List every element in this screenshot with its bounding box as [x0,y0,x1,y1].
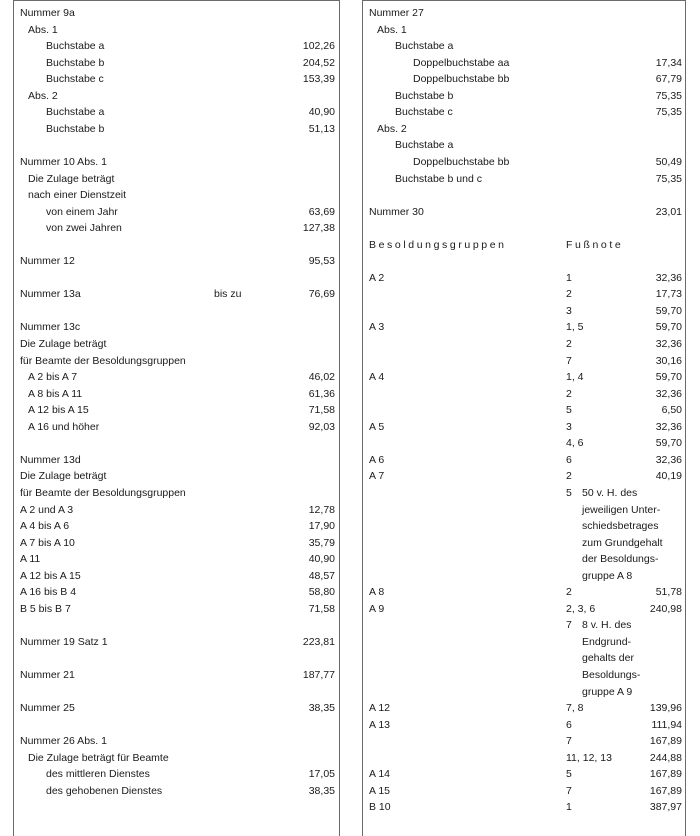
row-label: Buchstabe b [46,56,105,69]
table-row [363,38,682,54]
table-row [363,71,682,87]
table-row [363,5,682,21]
footnote-note: der Besoldungs- [582,553,659,566]
footnote-number: 6 [566,453,572,466]
row-amount: 67,79 [655,73,682,86]
table-row [14,336,335,352]
table-row [363,568,682,584]
table-row [14,667,335,683]
table-row [14,568,335,584]
table-row [14,171,335,187]
row-amount: 38,35 [308,702,335,715]
table-row [14,750,335,766]
footnote-number: 1 [566,271,572,284]
row-label: A 8 bis A 11 [28,387,83,400]
table-row [363,270,682,286]
table-row [14,783,335,799]
row-label: Buchstabe b [46,122,105,135]
table-row [363,684,682,700]
table-row [363,783,682,799]
footnote-note: Endgrund- [582,635,632,648]
table-row [363,55,682,71]
table-row [14,88,335,104]
row-amount: 35,79 [308,536,335,549]
salary-group: A 3 [369,321,385,334]
table-row [14,104,335,120]
row-amount: 95,53 [308,255,335,268]
row-amount: 127,38 [302,222,335,235]
row-label: Doppelbuchstabe bb [413,155,510,168]
table-row [363,402,682,418]
row-label: für Beamte der Besoldungsgruppen [20,486,186,499]
footnote-number: 7, 8 [566,702,584,715]
table-row [14,121,335,137]
row-label: Doppelbuchstabe bb [413,73,510,86]
salary-group: A 4 [369,371,385,384]
row-label: nach einer Dienstzeit [28,189,127,202]
footnote-number: 11, 12, 13 [566,751,612,764]
row-label: Buchstabe a [46,106,105,119]
table-row [14,386,335,402]
table-row [363,667,682,683]
table-row [14,601,335,617]
footnote-note: zum Grundgehalt [582,536,663,549]
table-row [14,733,335,749]
row-amount: 32,36 [655,338,682,350]
row-amount: 59,70 [655,437,682,450]
row-amount: 32,36 [655,271,682,284]
table-row [14,518,335,534]
row-amount: 61,36 [308,387,335,400]
table-row [363,303,682,319]
table-row [14,286,335,302]
table-row [14,700,335,716]
table-row [14,319,335,335]
row-label: Abs. 2 [377,122,407,135]
table-row [14,584,335,600]
table-row [14,502,335,518]
footnote-number: 5 [566,404,572,417]
row-amount: 23,01 [655,205,682,218]
row-label: A 12 bis A 15 [28,404,89,417]
table-row [363,435,682,451]
row-label: Abs. 2 [28,89,58,102]
row-amount: 6,50 [661,404,682,417]
table-row [363,336,682,352]
table-row [363,551,682,567]
row-label: Buchstabe a [46,40,105,53]
row-amount: 50,49 [655,155,682,168]
footnote-note: gruppe A 9 [582,685,633,698]
table-row [363,204,682,220]
row-label: A 2 und A 3 [20,503,74,516]
footnote-number: 3 [566,304,572,317]
footnote-number: 5 [566,486,572,499]
row-label: Doppelbuchstabe aa [413,56,510,69]
table-row [363,353,682,369]
row-label: Buchstabe b und c [395,172,482,185]
salary-group: A 15 [369,784,391,797]
row-label: Nummer 30 [369,205,424,218]
footnote-number: 2 [566,288,572,301]
table-row [14,220,335,236]
row-amount: 32,36 [655,453,682,466]
table-row [363,485,682,501]
footnote-number: 7 [566,735,572,748]
table-row [363,137,682,153]
table-row [14,468,335,484]
table-row [363,286,682,302]
left-column [13,0,340,836]
table-row [363,369,682,385]
table-row [363,154,682,170]
row-amount: 63,69 [308,205,335,218]
table-row [363,171,682,187]
row-label: A 16 bis B 4 [20,586,77,599]
table-row [363,750,682,766]
table-row [363,584,682,600]
row-amount: 139,96 [649,702,682,715]
row-amount: 17,05 [308,768,335,781]
footnote-number: 3 [566,420,572,433]
table-row [363,518,682,534]
footnote-number: 2 [566,338,572,350]
row-label: Abs. 1 [377,23,407,36]
footnote-note: gehalts der [582,652,634,665]
footnote-number: 7 [566,619,572,632]
footnote-number: 7 [566,354,572,367]
row-amount: 40,90 [308,106,335,119]
row-label: Buchstabe a [395,40,454,53]
row-amount: 167,89 [649,784,682,797]
row-amount: 71,58 [308,404,335,417]
row-label: Buchstabe b [395,89,454,102]
row-amount: 17,34 [655,56,682,69]
table-row [363,634,682,650]
row-label: Nummer 21 [20,669,75,681]
salary-group: B 10 [369,801,391,814]
row-label: Nummer 13c [20,321,81,334]
row-amount: 204,52 [302,56,335,69]
row-label: für Beamte der Besoldungsgruppen [20,354,186,367]
row-amount: 167,89 [649,768,682,781]
salary-group: A 5 [369,420,385,433]
row-amount: 12,78 [308,503,335,516]
table-row [363,386,682,402]
row-label: A 4 bis A 6 [20,520,70,533]
row-amount: 59,70 [655,304,682,317]
table-row [363,502,682,518]
row-amount: 167,89 [649,735,682,748]
right-column [362,0,686,836]
table-row [363,419,682,435]
salary-group: A 13 [369,718,391,731]
column-header-fussnote: Fußnote [566,238,624,251]
salary-group: A 9 [369,602,385,615]
row-amount: 244,88 [649,751,682,764]
salary-group: A 12 [369,702,391,715]
table-row [363,717,682,733]
row-label: Nummer 13d [20,453,81,466]
row-label: Nummer 10 Abs. 1 [20,155,107,168]
row-amount: 40,19 [655,470,682,483]
row-amount: 48,57 [308,569,335,582]
row-amount: 46,02 [308,371,335,384]
table-row [14,38,335,54]
footnote-note: gruppe A 8 [582,569,633,582]
row-label: B 5 bis B 7 [20,602,71,615]
row-amount: 240,98 [649,602,682,615]
salary-group: A 8 [369,586,385,599]
row-amount: 58,80 [308,586,335,599]
salary-group: A 14 [369,768,391,781]
row-amount: 102,26 [302,40,335,53]
table-row [363,452,682,468]
footnote-number: 7 [566,784,572,797]
table-row [14,22,335,38]
row-amount: 75,35 [655,172,682,185]
table-row [14,535,335,551]
row-amount: 75,35 [655,106,682,119]
table-row [14,419,335,435]
row-label: von zwei Jahren [46,222,122,235]
footnote-number: 1 [566,801,572,814]
footnote-number: 2 [566,470,572,483]
row-amount: 223,81 [302,635,335,648]
row-label: Nummer 19 Satz 1 [20,635,108,648]
row-amount: 40,90 [308,553,335,566]
table-row [14,154,335,170]
row-amount: 17,90 [308,520,335,533]
row-label: A 11 [20,553,41,566]
table-row [363,733,682,749]
row-amount: 92,03 [308,420,335,433]
footnote-number: 1, 4 [566,371,584,384]
row-amount: 32,36 [655,420,682,433]
table-row [14,766,335,782]
row-label: Nummer 25 [20,702,75,715]
row-label: A 12 bis A 15 [20,569,81,582]
row-label: Buchstabe c [46,73,104,86]
row-amount: 30,16 [655,354,682,367]
table-row [14,634,335,650]
table-row [363,700,682,716]
table-row [363,601,682,617]
table-row [363,799,682,815]
footnote-number: 6 [566,718,572,731]
table-row [14,353,335,369]
footnote-note: schiedsbetrages [582,520,659,533]
row-label: des gehobenen Dienstes [46,784,163,797]
row-amount: 59,70 [655,321,682,334]
row-amount: 51,78 [655,586,682,599]
table-row [14,485,335,501]
table-row [14,452,335,468]
table-row [14,55,335,71]
row-amount: 111,94 [651,718,682,731]
table-row [14,551,335,567]
row-amount: 187,77 [302,669,335,681]
table-row [363,617,682,633]
row-label: Abs. 1 [28,23,58,36]
table-row [14,5,335,21]
row-label: Buchstabe a [395,139,454,152]
row-amount: 38,35 [308,784,335,797]
row-amount: 75,35 [655,89,682,102]
table-row [363,319,682,335]
footnote-number: 4, 6 [566,437,584,450]
row-qualifier: bis zu [214,288,242,301]
footnote-note: Besoldungs- [582,669,641,681]
row-label: Nummer 12 [20,255,75,268]
row-label: Nummer 9a [20,7,75,19]
table-row [363,468,682,484]
row-amount: 32,36 [655,387,682,400]
table-row [363,535,682,551]
row-label: A 7 bis A 10 [20,536,75,549]
table-row [363,766,682,782]
footnote-note: 50 v. H. des [582,486,638,499]
footnote-number: 1, 5 [566,321,584,334]
row-label: Nummer 13a [20,288,81,301]
table-row [363,650,682,666]
table-row [363,88,682,104]
table-row [363,121,682,137]
row-amount: 76,69 [308,288,335,301]
footnote-number: 5 [566,768,572,781]
salary-group: A 7 [369,470,385,483]
row-label: Die Zulage beträgt für Beamte [28,751,169,764]
row-amount: 17,73 [655,288,682,301]
row-amount: 71,58 [308,602,335,615]
row-label: Die Zulage beträgt [28,172,115,185]
row-amount: 59,70 [655,371,682,384]
table-row [14,187,335,203]
table-header [363,237,682,253]
row-label: Buchstabe c [395,106,453,119]
row-label: Die Zulage beträgt [20,338,107,350]
footnote-number: 2, 3, 6 [566,602,596,615]
footnote-note: 8 v. H. des [582,619,632,632]
row-label: von einem Jahr [46,205,118,218]
salary-group: A 6 [369,453,385,466]
footnote-number: 2 [566,586,572,599]
table-row [363,22,682,38]
table-row [14,204,335,220]
salary-group: A 2 [369,271,385,284]
table-row [14,253,335,269]
row-label: Nummer 27 [369,7,424,19]
row-label: A 16 und höher [28,420,100,433]
footnote-note: jeweiligen Unter- [582,503,661,516]
table-row [363,104,682,120]
row-label: Nummer 26 Abs. 1 [20,735,107,748]
row-label: Die Zulage beträgt [20,470,107,483]
table-row [14,71,335,87]
row-amount: 387,97 [649,801,682,814]
row-label: des mittleren Dienstes [46,768,150,781]
row-amount: 51,13 [308,122,335,135]
footnote-number: 2 [566,387,572,400]
row-label: A 2 bis A 7 [28,371,78,384]
row-amount: 153,39 [302,73,335,86]
table-row [14,369,335,385]
column-header-besoldungsgruppen: Besoldungsgruppen [369,238,507,251]
table-row [14,402,335,418]
